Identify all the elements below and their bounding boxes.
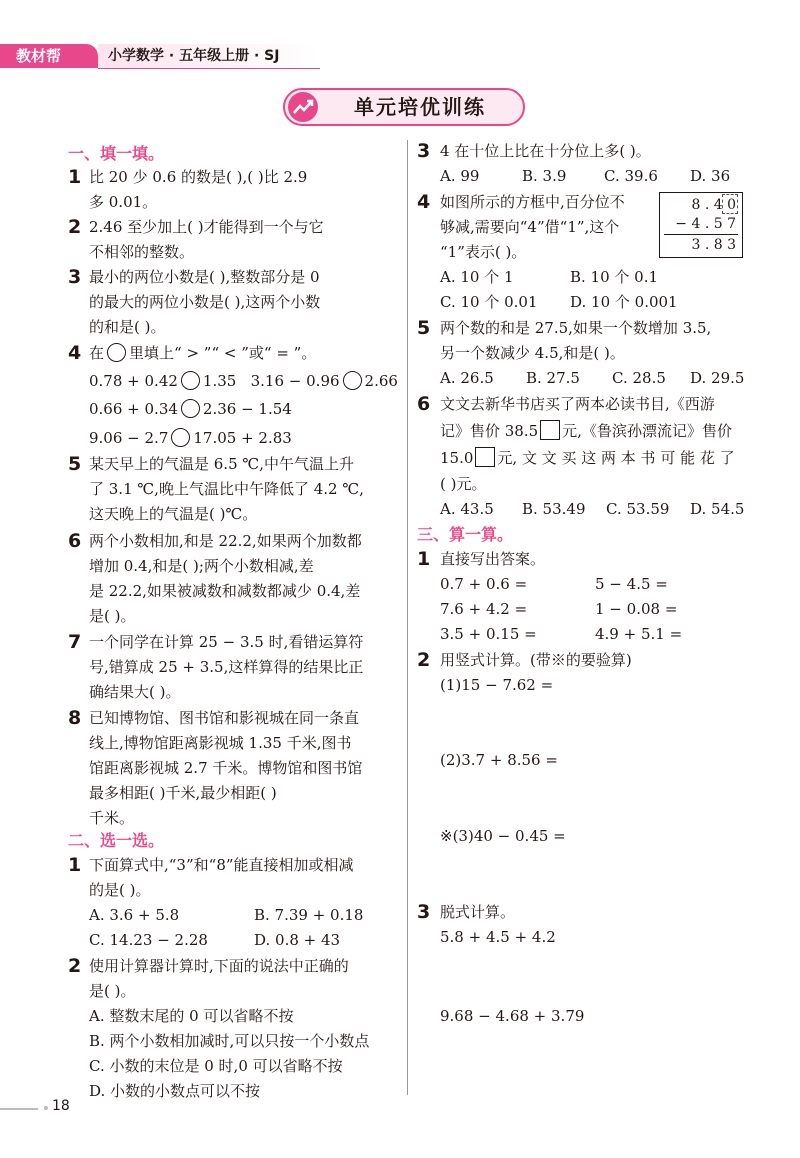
c5-line1: 两个数的和是 27.5,如果一个数增加 3.5,	[440, 319, 712, 337]
q3-line1: 最小的两位小数是( ),整数部分是 0	[89, 268, 320, 286]
c4-line3: “1”表示( )。	[440, 243, 527, 261]
s3-number: 3	[417, 901, 431, 923]
s3-line1: 脱式计算。	[440, 903, 516, 921]
option-b[interactable]: B. 27.5	[526, 369, 580, 387]
compare-circle[interactable]	[181, 371, 200, 390]
q5-number: 5	[68, 453, 82, 475]
expr: 0.78 + 0.42	[89, 372, 178, 390]
expr: 1.35	[202, 372, 237, 390]
q6-line2: 增加 0.4,和是( );两个小数相减,差	[89, 557, 314, 575]
c1-line1: 下面算式中,“3”和“8”能直接相加或相减	[89, 856, 354, 874]
option-a[interactable]: A. 10 个 1	[440, 268, 514, 286]
q1-number: 1	[68, 166, 82, 188]
option-c[interactable]: C. 28.5	[612, 369, 666, 387]
stepwise-expr-2: 9.68 − 4.68 + 3.79	[440, 1007, 585, 1025]
option-a[interactable]: A. 99	[440, 167, 480, 185]
q5-line1: 某天早上的气温是 6.5 ℃,中午气温上升	[89, 455, 354, 473]
c6-text-c: 元, 文 文 买 这 两 本 书 可 能 花 了	[497, 449, 735, 467]
stepwise-expr-1: 5.8 + 4.5 + 4.2	[440, 928, 556, 946]
oral-expr: 7.6 + 4.2 =	[440, 600, 528, 618]
footer-dot	[44, 1106, 48, 1110]
q5-line3: 这天晚上的气温是( )℃。	[89, 505, 258, 523]
option-c[interactable]: C. 小数的末位是 0 时,0 可以省略不按	[89, 1057, 343, 1075]
c4-line1: 如图所示的方框中,百分位不	[440, 193, 625, 211]
column-divider	[407, 140, 408, 1095]
digit-box[interactable]	[540, 420, 560, 440]
option-c[interactable]: C. 39.6	[604, 167, 658, 185]
expr: 3.16 − 0.96	[250, 372, 340, 390]
c6-number: 6	[417, 393, 431, 415]
oral-expr: 5 − 4.5 =	[595, 575, 668, 593]
vertical-expr-3: ※(3)40 − 0.45 =	[440, 827, 566, 845]
expr: 9.06 − 2.7	[89, 429, 169, 447]
option-d[interactable]: D. 小数的小数点可以不按	[89, 1082, 261, 1100]
q3-number: 3	[68, 266, 82, 288]
option-a[interactable]: A. 26.5	[440, 369, 494, 387]
q6-line4: 是( )。	[89, 607, 136, 625]
c2-line2: 是( )。	[89, 982, 136, 1000]
q8-line3: 馆距离影视城 2.7 千米。博物馆和图书馆	[89, 759, 363, 777]
compare-circle[interactable]	[343, 371, 362, 390]
q5-line2: 了 3.1 ℃,晚上气温比中午降低了 4.2 ℃,	[89, 480, 364, 498]
q6-line1: 两个小数相加,和是 22.2,如果两个加数都	[89, 532, 362, 550]
option-b[interactable]: B. 3.9	[522, 167, 567, 185]
c5-number: 5	[417, 317, 431, 339]
q1-line2: 多 0.01。	[89, 193, 158, 211]
option-a[interactable]: A. 整数末尾的 0 可以省略不按	[89, 1007, 294, 1025]
q4-row1	[89, 370, 398, 392]
borrow-highlight	[722, 194, 738, 214]
option-c[interactable]: C. 14.23 − 2.28	[89, 931, 208, 949]
vertical-expr-1: (1)15 − 7.62 =	[440, 676, 554, 694]
c2-number: 2	[68, 955, 82, 977]
compare-circle[interactable]	[181, 399, 200, 418]
c6-line1: 文文去新华书店买了两本必读书目,《西游	[440, 395, 715, 413]
q4-number: 4	[68, 342, 82, 364]
footer-rule	[0, 1108, 38, 1110]
section-fill-in: 一、填一填。	[68, 144, 165, 163]
c3-line1: 4 在十位上比在十分位上多( )。	[440, 142, 651, 160]
q7-number: 7	[68, 631, 82, 653]
option-c[interactable]: C. 10 个 0.01	[440, 293, 538, 311]
expr: 0.66 + 0.34	[89, 400, 178, 418]
c6-price-a: 记》售价 38.5	[440, 422, 539, 440]
page-title: 单元培优训练	[354, 95, 486, 119]
q4-row3	[89, 427, 292, 449]
q2-number: 2	[68, 216, 82, 238]
option-d[interactable]: D. 10 个 0.001	[570, 293, 678, 311]
c4-number: 4	[417, 191, 431, 213]
trend-icon	[288, 92, 318, 122]
q3-line2: 的最大的两位小数是( ),这两个小数	[89, 293, 321, 311]
expr: 17.05 + 2.83	[193, 429, 292, 447]
c6-price-b: 15.0	[440, 449, 474, 467]
page-number: 18	[52, 1098, 70, 1114]
q4-line1	[89, 342, 316, 364]
frame-row2: − 4 . 5 7	[675, 216, 736, 232]
c6-line3	[440, 447, 735, 469]
section-calculate: 三、算一算。	[417, 525, 514, 544]
option-a[interactable]: A. 3.6 + 5.8	[89, 906, 180, 924]
oral-expr: 4.9 + 5.1 =	[595, 625, 683, 643]
q8-line1: 已知博物馆、图书馆和影视城在同一条直	[89, 709, 360, 727]
option-a[interactable]: A. 43.5	[440, 500, 494, 518]
option-b[interactable]: B. 7.39 + 0.18	[254, 906, 364, 924]
digit-box[interactable]	[475, 447, 495, 467]
s2-line1: 用竖式计算。(带※的要验算)	[440, 651, 632, 669]
s1-line1: 直接写出答案。	[440, 550, 546, 568]
book-subtitle: 小学数学 · 五年级上册 · SJ	[108, 48, 280, 64]
q1-line1: 比 20 少 0.6 的数是( ),( )比 2.9	[89, 168, 308, 186]
s2-number: 2	[417, 649, 431, 671]
q6-line3: 是 22.2,如果被减数和减数都减少 0.4,差	[89, 582, 361, 600]
c1-number: 1	[68, 854, 82, 876]
q2-line2: 不相邻的整数。	[89, 243, 195, 261]
q4-text-a: 在	[89, 344, 105, 362]
c5-line2: 另一个数减少 4.5,和是( )。	[440, 344, 625, 362]
c2-line1: 使用计算器计算时,下面的说法中正确的	[89, 957, 349, 975]
q2-line1: 2.46 至少加上( )才能得到一个与它	[89, 218, 324, 236]
option-d[interactable]: D. 0.8 + 43	[254, 931, 341, 949]
vertical-expr-2: (2)3.7 + 8.56 =	[440, 751, 558, 769]
oral-expr: 0.7 + 0.6 =	[440, 575, 528, 593]
c4-line2: 够减,需要向“4”借“1”,这个	[440, 218, 620, 236]
option-b[interactable]: B. 10 个 0.1	[570, 268, 659, 286]
section-choose: 二、选一选。	[68, 831, 165, 850]
q3-line3: 的和是( )。	[89, 318, 166, 336]
compare-circle[interactable]	[171, 428, 190, 447]
frame-row3: 3 . 8 3	[691, 237, 736, 253]
q4-row2	[89, 398, 292, 420]
expr: 2.36 − 1.54	[202, 400, 292, 418]
option-b[interactable]: B. 53.49	[522, 500, 586, 518]
s1-number: 1	[417, 548, 431, 570]
oral-expr: 3.5 + 0.15 =	[440, 625, 537, 643]
option-c[interactable]: C. 53.59	[606, 500, 670, 518]
option-d[interactable]: D. 29.5	[690, 369, 745, 387]
q8-number: 8	[68, 707, 82, 729]
c6-line2	[440, 420, 732, 442]
q7-line1: 一个同学在计算 25 − 3.5 时,看错运算符	[89, 633, 364, 651]
q4-text-b: 里填上“ > ”“ < ”或“ = ”。	[129, 344, 317, 362]
option-d[interactable]: D. 54.5	[690, 500, 745, 518]
q6-number: 6	[68, 530, 82, 552]
c1-line2: 的是( )。	[89, 881, 151, 899]
frame-row1: 8 . 4 0	[691, 197, 736, 213]
compare-circle[interactable]	[107, 343, 126, 362]
q8-line2: 线上,博物馆距离影视城 1.35 千米,图书	[89, 734, 352, 752]
q8-line4: 最多相距( )千米,最少相距( )	[89, 784, 277, 802]
q8-line5: 千米。	[89, 809, 135, 827]
q7-line3: 确结果大( )。	[89, 683, 181, 701]
oral-expr: 1 − 0.08 =	[595, 600, 678, 618]
q7-line2: 号,错算成 25 + 3.5,这样算得的结果比正	[89, 658, 364, 676]
c3-number: 3	[417, 140, 431, 162]
c6-line4: ( )元。	[440, 475, 487, 493]
option-b[interactable]: B. 两个小数相加减时,可以只按一个小数点	[89, 1032, 370, 1050]
c6-text-b: 元,《鲁滨孙漂流记》售价	[562, 422, 732, 440]
series-tag: 教材帮	[0, 44, 98, 68]
option-d[interactable]: D. 36	[690, 167, 731, 185]
expr: 2.66	[364, 372, 398, 390]
